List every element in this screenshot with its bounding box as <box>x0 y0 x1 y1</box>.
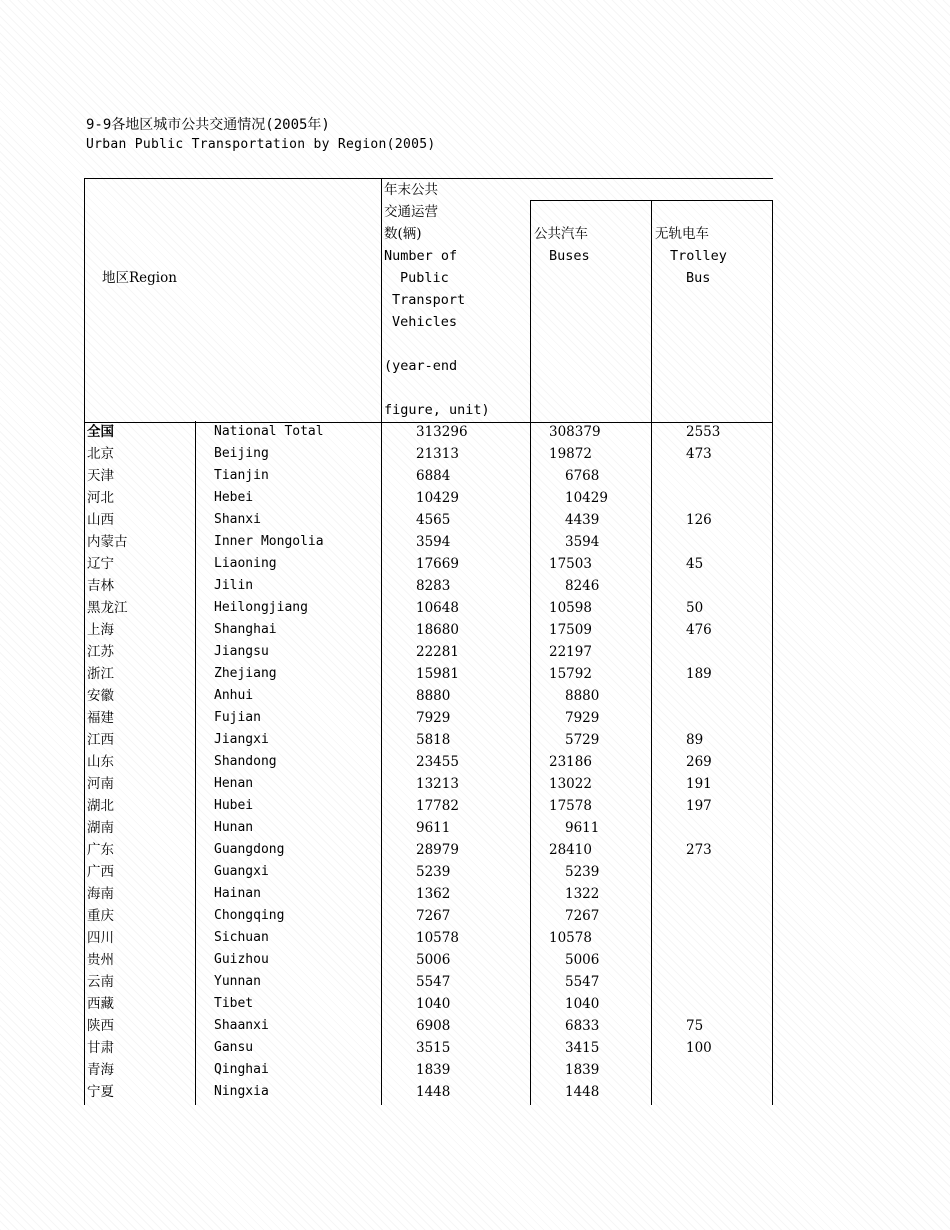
region-name-zh: 湖南 <box>87 820 114 836</box>
header-left-border <box>84 179 85 422</box>
trolley-bus-cell: 269 <box>686 754 712 770</box>
region-name-zh: 黑龙江 <box>87 600 128 616</box>
region-name-en: Fujian <box>214 710 261 725</box>
region-name-en: Beijing <box>214 446 269 461</box>
buses-cell: 23186 <box>549 754 592 770</box>
region-name-zh: 上海 <box>87 622 114 638</box>
header-total-en-3: Transport <box>392 292 466 308</box>
table-header <box>84 178 773 423</box>
total-vehicles-cell: 5239 <box>416 864 451 880</box>
region-name-zh: 重庆 <box>87 908 114 924</box>
header-total-zh-1: 年末公共 <box>384 182 438 198</box>
table-row <box>84 971 773 993</box>
buses-cell: 9611 <box>565 820 600 836</box>
buses-cell: 4439 <box>565 512 600 528</box>
region-name-zh: 江苏 <box>87 644 114 660</box>
table-row <box>84 949 773 971</box>
region-name-en: Jilin <box>214 578 254 593</box>
buses-cell: 6768 <box>565 468 600 484</box>
table-row <box>84 553 773 575</box>
header-total-en-8: figure, unit) <box>384 402 490 418</box>
total-vehicles-cell: 22281 <box>416 644 459 660</box>
trolley-bus-cell: 473 <box>686 446 712 462</box>
total-vehicles-cell: 28979 <box>416 842 459 858</box>
region-name-zh: 西藏 <box>87 996 114 1012</box>
total-vehicles-cell: 18680 <box>416 622 459 638</box>
table-row <box>84 597 773 619</box>
total-vehicles-cell: 6884 <box>416 468 451 484</box>
buses-cell: 1322 <box>565 886 600 902</box>
region-name-zh: 四川 <box>87 930 114 946</box>
buses-cell: 7929 <box>565 710 600 726</box>
total-vehicles-cell: 7929 <box>416 710 451 726</box>
buses-cell: 22197 <box>549 644 592 660</box>
region-name-en: Tianjin <box>214 468 269 483</box>
total-vehicles-cell: 6908 <box>416 1018 451 1034</box>
table-row <box>84 839 773 861</box>
region-name-en: National Total <box>214 424 324 439</box>
region-name-zh: 海南 <box>87 886 114 902</box>
region-name-zh: 云南 <box>87 974 114 990</box>
region-name-en: Guizhou <box>214 952 269 967</box>
total-vehicles-cell: 17782 <box>416 798 459 814</box>
table-row <box>84 883 773 905</box>
region-name-en: Zhejiang <box>214 666 277 681</box>
buses-cell: 5547 <box>565 974 600 990</box>
region-name-en: Shanxi <box>214 512 261 527</box>
buses-cell: 1448 <box>565 1084 600 1100</box>
total-vehicles-cell: 5006 <box>416 952 451 968</box>
total-vehicles-cell: 5547 <box>416 974 451 990</box>
region-name-en: Chongqing <box>214 908 285 923</box>
trolley-bus-cell: 100 <box>686 1040 712 1056</box>
total-vehicles-cell: 3594 <box>416 534 451 550</box>
total-vehicles-cell: 5818 <box>416 732 451 748</box>
header-total-en-1: Number of <box>384 248 458 264</box>
region-name-en: Anhui <box>214 688 254 703</box>
header-bus-en: Buses <box>549 248 590 264</box>
region-name-en: Jiangxi <box>214 732 269 747</box>
region-name-en: Shaanxi <box>214 1018 269 1033</box>
total-vehicles-cell: 21313 <box>416 446 459 462</box>
region-name-zh: 宁夏 <box>87 1084 114 1100</box>
buses-cell: 8246 <box>565 578 600 594</box>
buses-cell: 5729 <box>565 732 600 748</box>
region-name-en: Yunnan <box>214 974 261 989</box>
table-row <box>84 1059 773 1081</box>
table-row <box>84 751 773 773</box>
total-vehicles-cell: 8880 <box>416 688 451 704</box>
table-row <box>84 817 773 839</box>
total-vehicles-cell: 1040 <box>416 996 451 1012</box>
header-divider-total <box>381 179 382 422</box>
region-name-en: Hainan <box>214 886 261 901</box>
table-row <box>84 993 773 1015</box>
region-name-en: Hunan <box>214 820 254 835</box>
region-name-zh: 江西 <box>87 732 114 748</box>
buses-cell: 6833 <box>565 1018 600 1034</box>
header-right-border <box>772 200 773 422</box>
region-name-en: Sichuan <box>214 930 269 945</box>
total-vehicles-cell: 8283 <box>416 578 451 594</box>
region-name-en: Liaoning <box>214 556 277 571</box>
buses-cell: 10578 <box>549 930 592 946</box>
region-name-zh: 吉林 <box>87 578 114 594</box>
total-vehicles-cell: 23455 <box>416 754 459 770</box>
region-name-zh: 内蒙古 <box>87 534 128 550</box>
total-vehicles-cell: 1362 <box>416 886 451 902</box>
region-name-en: Gansu <box>214 1040 254 1055</box>
region-name-en: Shanghai <box>214 622 277 637</box>
table-row <box>84 663 773 685</box>
total-vehicles-cell: 10429 <box>416 490 459 506</box>
region-name-en: Tibet <box>214 996 254 1011</box>
region-name-zh: 福建 <box>87 710 114 726</box>
region-name-zh: 广西 <box>87 864 114 880</box>
buses-cell: 17509 <box>549 622 592 638</box>
region-name-zh: 陕西 <box>87 1018 114 1034</box>
trolley-bus-cell: 2553 <box>686 424 721 440</box>
table-row <box>84 1037 773 1059</box>
trolley-bus-cell: 197 <box>686 798 712 814</box>
region-name-en: Ningxia <box>214 1084 269 1099</box>
region-name-zh: 浙江 <box>87 666 114 682</box>
table-row <box>84 487 773 509</box>
buses-cell: 19872 <box>549 446 592 462</box>
trolley-bus-cell: 189 <box>686 666 712 682</box>
total-vehicles-cell: 17669 <box>416 556 459 572</box>
region-name-en: Inner Mongolia <box>214 534 324 549</box>
table-row <box>84 421 773 443</box>
header-total-zh-2: 交通运营 <box>384 204 438 220</box>
trolley-bus-cell: 89 <box>686 732 704 748</box>
trolley-bus-cell: 273 <box>686 842 712 858</box>
total-vehicles-cell: 10578 <box>416 930 459 946</box>
buses-cell: 1040 <box>565 996 600 1012</box>
table-row <box>84 619 773 641</box>
table-row <box>84 861 773 883</box>
region-name-zh: 青海 <box>87 1062 114 1078</box>
buses-cell: 17578 <box>549 798 592 814</box>
header-subgroup-line <box>530 200 773 201</box>
region-name-zh: 湖北 <box>87 798 114 814</box>
total-vehicles-cell: 10648 <box>416 600 459 616</box>
region-name-en: Guangxi <box>214 864 269 879</box>
trolley-bus-cell: 45 <box>686 556 704 572</box>
trolley-bus-cell: 126 <box>686 512 712 528</box>
region-name-zh: 甘肃 <box>87 1040 114 1056</box>
region-name-zh: 山西 <box>87 512 114 528</box>
header-trolley-zh: 无轨电车 <box>655 226 709 242</box>
total-vehicles-cell: 15981 <box>416 666 459 682</box>
table-row <box>84 509 773 531</box>
header-region: 地区Region <box>102 270 177 286</box>
header-trolley-en-1: Trolley <box>670 248 727 264</box>
region-name-zh: 河南 <box>87 776 114 792</box>
table-row <box>84 795 773 817</box>
table-row <box>84 905 773 927</box>
region-name-zh: 北京 <box>87 446 114 462</box>
region-name-en: Henan <box>214 776 254 791</box>
buses-cell: 8880 <box>565 688 600 704</box>
region-name-zh: 河北 <box>87 490 114 506</box>
total-vehicles-cell: 1839 <box>416 1062 451 1078</box>
region-name-zh: 贵州 <box>87 952 114 968</box>
total-vehicles-cell: 7267 <box>416 908 451 924</box>
region-name-zh: 天津 <box>87 468 114 484</box>
buses-cell: 308379 <box>549 424 601 440</box>
table-row <box>84 575 773 597</box>
buses-cell: 3594 <box>565 534 600 550</box>
table-row <box>84 685 773 707</box>
region-name-en: Hubei <box>214 798 254 813</box>
table-row <box>84 1015 773 1037</box>
trolley-bus-cell: 50 <box>686 600 704 616</box>
header-trolley-en-2: Bus <box>686 270 711 286</box>
table-row <box>84 927 773 949</box>
table-row <box>84 641 773 663</box>
region-name-zh: 安徽 <box>87 688 114 704</box>
region-name-en: Shandong <box>214 754 277 769</box>
region-name-zh: 广东 <box>87 842 114 858</box>
table-row <box>84 465 773 487</box>
table-title-en: Urban Public Transportation by Region(2005) <box>86 137 436 152</box>
buses-cell: 5006 <box>565 952 600 968</box>
header-divider-bus <box>530 200 531 422</box>
region-name-en: Qinghai <box>214 1062 269 1077</box>
region-name-en: Hebei <box>214 490 254 505</box>
buses-cell: 1839 <box>565 1062 600 1078</box>
total-vehicles-cell: 1448 <box>416 1084 451 1100</box>
header-bus-zh: 公共汽车 <box>534 226 588 242</box>
total-vehicles-cell: 9611 <box>416 820 451 836</box>
buses-cell: 3415 <box>565 1040 600 1056</box>
region-name-en: Guangdong <box>214 842 285 857</box>
trolley-bus-cell: 191 <box>686 776 712 792</box>
total-vehicles-cell: 3515 <box>416 1040 451 1056</box>
buses-cell: 10429 <box>565 490 608 506</box>
buses-cell: 13022 <box>549 776 592 792</box>
region-name-en: Jiangsu <box>214 644 269 659</box>
table-row <box>84 443 773 465</box>
trolley-bus-cell: 476 <box>686 622 712 638</box>
header-total-en-2: Public <box>400 270 449 286</box>
buses-cell: 5239 <box>565 864 600 880</box>
buses-cell: 15792 <box>549 666 592 682</box>
region-name-zh: 全国 <box>87 424 114 440</box>
buses-cell: 17503 <box>549 556 592 572</box>
table-row <box>84 707 773 729</box>
header-total-en-6: (year-end <box>384 358 458 374</box>
header-total-en-4: Vehicles <box>392 314 458 330</box>
buses-cell: 7267 <box>565 908 600 924</box>
trolley-bus-cell: 75 <box>686 1018 704 1034</box>
region-name-en: Heilongjiang <box>214 600 308 615</box>
table-row <box>84 729 773 751</box>
table-title-zh: 9-9各地区城市公共交通情况(2005年) <box>86 117 330 133</box>
total-vehicles-cell: 13213 <box>416 776 459 792</box>
total-vehicles-cell: 4565 <box>416 512 451 528</box>
total-vehicles-cell: 313296 <box>416 424 468 440</box>
region-name-zh: 辽宁 <box>87 556 114 572</box>
buses-cell: 28410 <box>549 842 592 858</box>
table-row <box>84 773 773 795</box>
region-name-zh: 山东 <box>87 754 114 770</box>
header-total-zh-3: 数(辆) <box>384 226 422 242</box>
table-row <box>84 1081 773 1103</box>
buses-cell: 10598 <box>549 600 592 616</box>
header-divider-trolley <box>651 200 652 422</box>
table-row <box>84 531 773 553</box>
